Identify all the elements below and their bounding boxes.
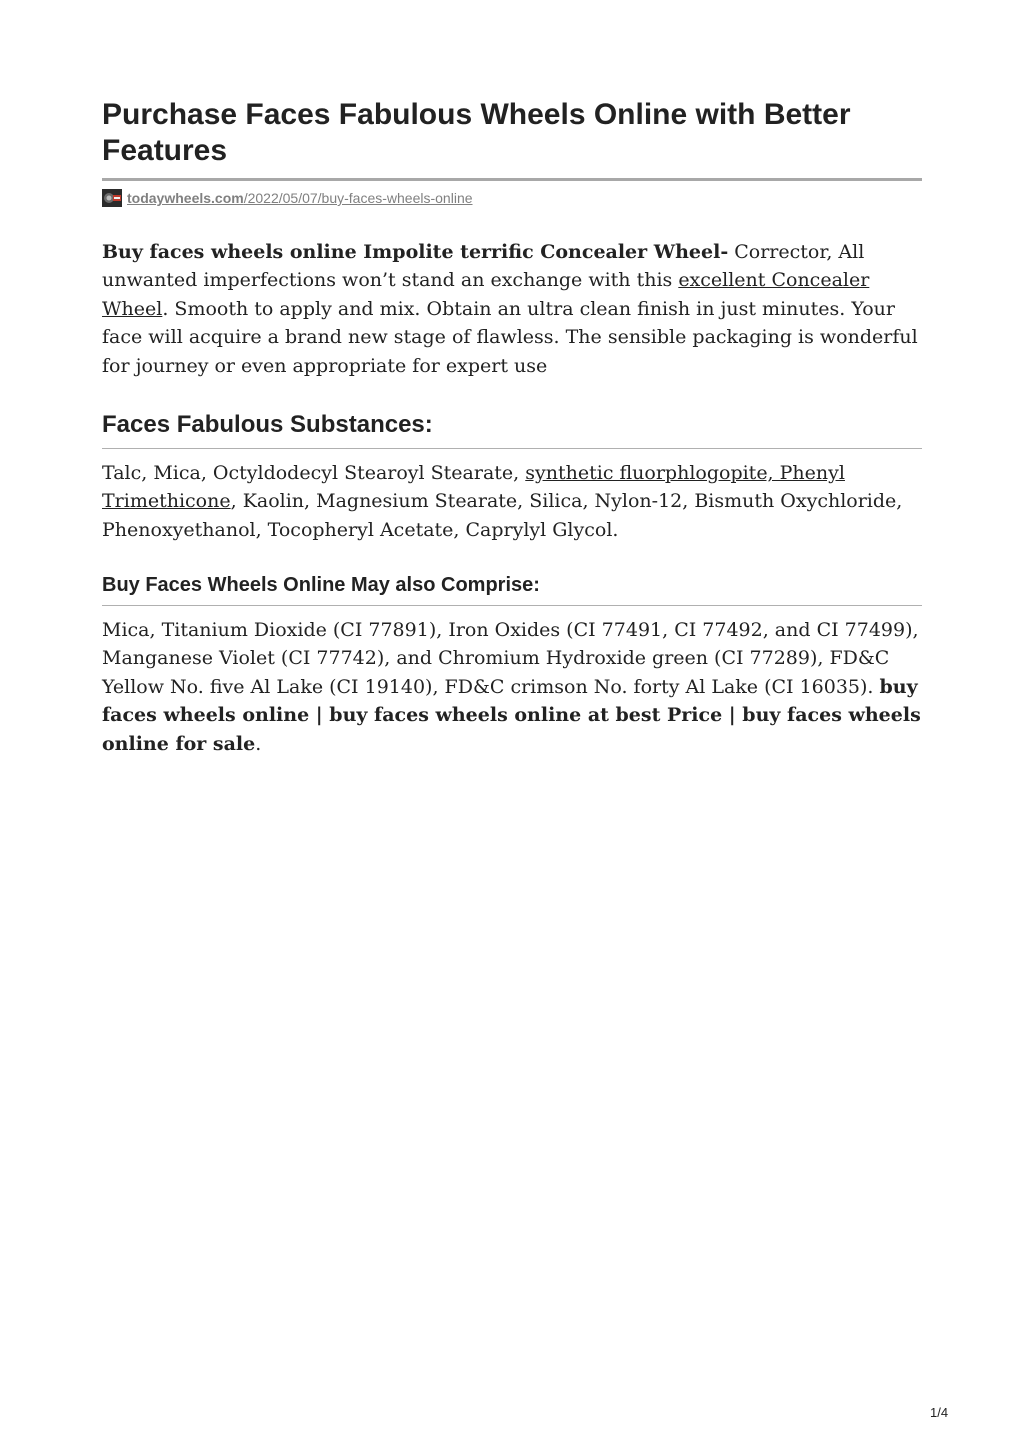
source-line <box>102 188 473 208</box>
comprise-bold-tail: buy faces wheels online | buy faces wheels online at best Price | buy faces wheels online for sale <box>102 675 921 755</box>
title-divider <box>102 178 922 181</box>
may-also-comprise-heading: Buy Faces Wheels Online May also Comprise: <box>102 574 540 596</box>
source-domain: todaywheels.com <box>127 190 244 206</box>
comprise-divider <box>102 605 922 606</box>
intro-bold-lead: Buy faces wheels online Impolite terrific Concealer Wheel- <box>102 241 729 263</box>
intro-text-1: Corrector, All unwanted imperfections won’t stand an exchange with this <box>102 241 865 292</box>
page-title: Purchase Faces Fabulous Wheels Online with Better Features <box>102 98 851 167</box>
intro-paragraph <box>102 238 922 380</box>
site-favicon-icon <box>102 189 122 207</box>
concealer-wheel-link[interactable]: excellent Concealer Wheel <box>102 269 870 320</box>
substances-text-2: , Kaolin, Magnesium Stearate, Silica, Nylon-12, Bismuth Oxychloride, Phenoxyethanol, Tocopheryl Acetate, Caprylyl Glycol. <box>102 490 903 541</box>
substances-text-1: Talc, Mica, Octyldodecyl Stearoyl Stearate, <box>102 462 526 484</box>
fluorphlogopite-link[interactable]: synthetic fluorphlogopite, Phenyl Trimethicone <box>102 462 845 513</box>
source-link[interactable] <box>127 190 473 206</box>
substances-heading: Faces Fabulous Substances: <box>102 411 433 438</box>
intro-text-2: . Smooth to apply and mix. Obtain an ultra clean finish in just minutes. Your face will acquire a brand new stage of flawless. The sensible packaging is wonderful for journey or even appropriate for expert use <box>102 297 918 377</box>
substances-divider <box>102 448 922 449</box>
comprise-text-2: . <box>255 732 262 755</box>
comprise-text-1: Mica, Titanium Dioxide (CI 77891), Iron Oxides (CI 77491, CI 77492, and CI 77499), Manganese Violet (CI 77742), and Chromium Hydroxide green (CI 77289), FD&C Yellow No. five Al Lake (CI 19140), FD&C crimson No. forty Al Lake (CI 16035). <box>102 619 919 698</box>
page-number: 1/4 <box>930 1405 949 1420</box>
source-path: /2022/05/07/buy-faces-wheels-online <box>243 190 473 206</box>
substances-paragraph <box>102 459 922 544</box>
comprise-paragraph <box>102 616 922 758</box>
